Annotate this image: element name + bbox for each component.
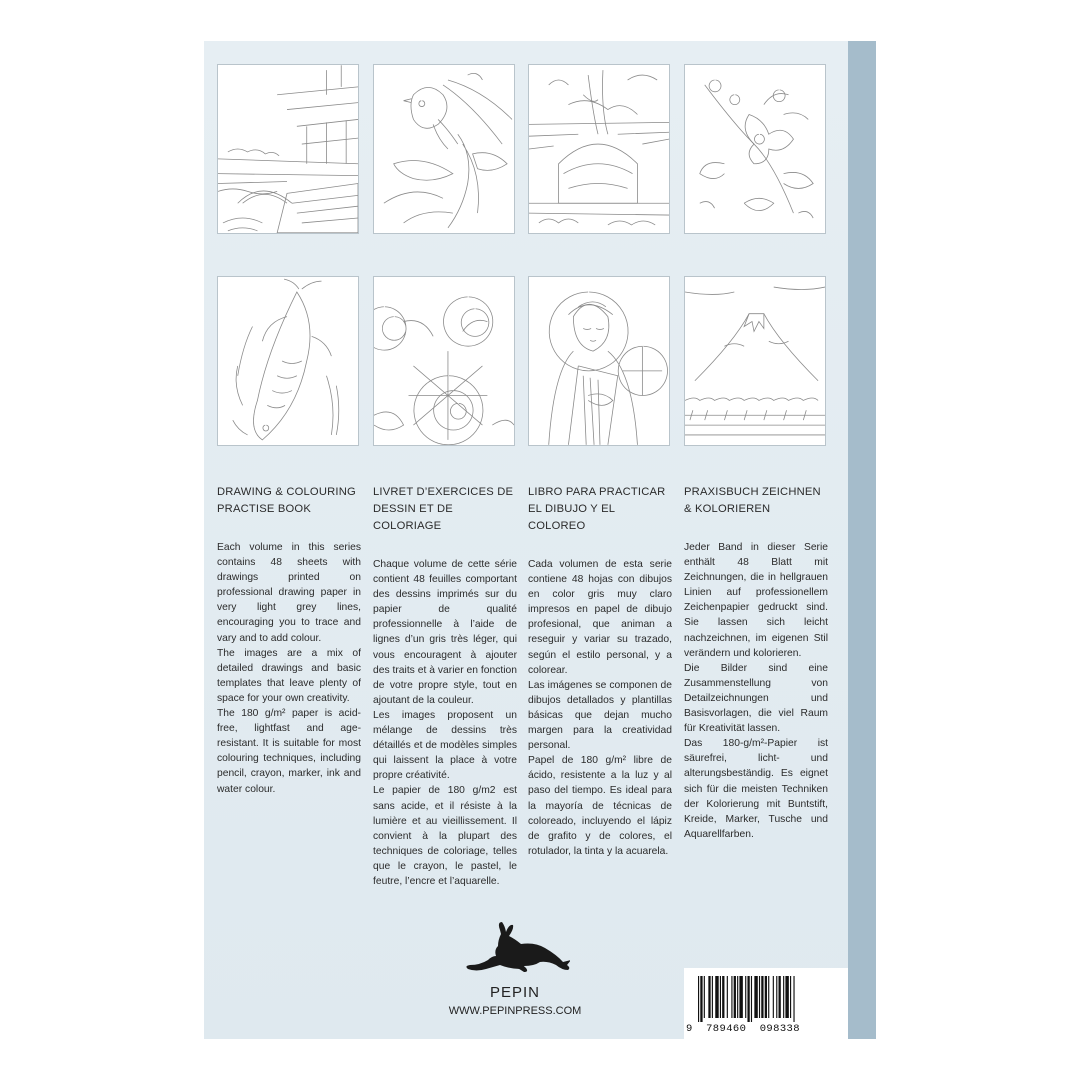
barcode-bar <box>783 976 784 1018</box>
publisher-url: WWW.PEPINPRESS.COM <box>448 1005 582 1017</box>
chrysanthemum-thumbnail <box>373 276 515 446</box>
barcode-bar <box>776 976 777 1018</box>
koi-fish-icon <box>218 277 358 445</box>
barcode-bar <box>745 976 746 1018</box>
geisha-thumbnail <box>528 276 670 446</box>
pagoda-icon <box>218 65 358 233</box>
paragraph: Cada volumen de esta serie contiene 48 hojas con dibujos en color gris muy claro impresos en papel de dibujo profesional, que animan a reseguir y variar su trazado, según el estilo personal, y a colorear. <box>528 559 672 676</box>
isbn-number: 9 789460 098338 <box>686 1023 800 1035</box>
barcode-bar <box>768 976 769 1018</box>
chrysanthemum-icon <box>374 277 514 445</box>
bird-on-branch-icon <box>374 65 514 233</box>
heading-line-1: DRAWING & COLOURING <box>217 486 356 498</box>
barcode-bar <box>700 976 702 1022</box>
column-heading <box>217 484 361 518</box>
paragraph: Las imágenes se componen de dibujos detallados y plantillas básicas que dejan mucho margen para la creatividad personal. <box>528 679 672 752</box>
barcode-bar <box>737 976 738 1018</box>
barcode-bar <box>722 976 724 1018</box>
book-spine <box>848 41 876 1039</box>
barcode-bar <box>731 976 732 1018</box>
barcode-bar <box>698 976 699 1022</box>
heading-line-2: EL DIBUJO Y EL COLOREO <box>528 503 615 532</box>
barcode-bar <box>720 976 721 1018</box>
barcode-bar <box>747 976 749 1022</box>
paragraph: The 180 g/m² paper is acid-free, lightfast and age-resistant. It is suitable for most colouring techniques, including pencil, crayon, marker, ink and water colour. <box>217 708 361 795</box>
barcode-bar <box>785 976 788 1018</box>
barcode-bar <box>765 976 767 1018</box>
barcode-bar <box>754 976 757 1018</box>
heading-line-2: & KOLORIEREN <box>684 503 771 515</box>
barcode-bar <box>793 976 794 1022</box>
paragraph: Das 180-g/m²-Papier ist säurefrei, licht- und alterungsbeständig. Es eignet sich für die meisten Techniken der Kolorierung mit Buntstift, Kreide, Marker, Tusche und Aquarellfarben. <box>684 738 828 840</box>
barcode-bar <box>712 976 713 1018</box>
barcode-bar <box>727 976 728 1018</box>
landscape-thumbnail <box>528 64 670 234</box>
publisher-logo <box>455 922 575 981</box>
paragraph: Chaque volume de cette série contient 48 feuilles comportant des dessins imprimés sur du papier de qualité professionnelle à l’aide de lignes d’un gris très léger, qui vous encouragent à ajouter des traits et à varier en fonction de votre propre style, tout en ajoutant de la couleur. <box>373 559 517 706</box>
heading-line-2: PRACTISE BOOK <box>217 503 311 515</box>
german-column <box>684 484 828 842</box>
paragraph: The images are a mix of detailed drawings and basic templates that leave plenty of space for your own creativity. <box>217 647 361 704</box>
paragraph: Le papier de 180 g/m2 est sans acide, et il résiste à la lumière et au vieillissement. Il convient à la plupart des techniques de coloriage, telles que le crayon, le pastel, le feutre, l’encre et l’aquarelle. <box>373 785 517 887</box>
barcode-bars <box>698 976 834 1022</box>
paragraph: Papel de 180 g/m² libre de ácido, resistente a la luz y al paso del tiempo. Es ideal para la mayoría de técnicas de coloreado, incluyendo el lápiz de grafito y de colores, el rotulador, la tinta y la acuarela. <box>528 755 672 857</box>
pagoda-thumbnail <box>217 64 359 234</box>
blossom-thumbnail <box>684 64 826 234</box>
barcode-bar <box>790 976 791 1018</box>
heading-line-1: LIBRO PARA PRACTICAR <box>528 486 666 498</box>
barcode-bar <box>715 976 718 1018</box>
running-hare-icon <box>460 922 570 976</box>
heading-line-1: PRAXISBUCH ZEICHNEN <box>684 486 821 498</box>
mount-fuji-icon <box>685 277 825 445</box>
barcode-bar <box>779 976 781 1018</box>
column-heading <box>528 484 672 535</box>
barcode-bar <box>759 976 760 1018</box>
blossom-icon <box>685 65 825 233</box>
barcode-bar <box>734 976 736 1018</box>
barcode-bar <box>751 976 752 1022</box>
fuji-thumbnail <box>684 276 826 446</box>
barcode-bar <box>773 976 774 1018</box>
paragraph: Die Bilder sind eine Zusammenstellung von Detailzeichnungen und Basisvorlagen, die viel Raum für Kreativität lassen. <box>684 662 828 735</box>
english-column <box>217 484 361 797</box>
koi-thumbnail <box>217 276 359 446</box>
publisher-name: PEPIN <box>489 984 540 1001</box>
barcode-bar <box>704 976 705 1018</box>
tree-landscape-icon <box>529 65 669 233</box>
barcode-bar <box>761 976 763 1018</box>
isbn-barcode <box>684 968 848 1039</box>
barcode-bar <box>708 976 710 1018</box>
column-heading <box>373 484 517 535</box>
paragraph: Each volume in this series contains 48 sheets with drawings printed on professional drawing paper in very light grey lines, encouraging you to trace and vary and to add colour. <box>217 542 361 644</box>
spanish-column <box>528 484 672 859</box>
column-heading <box>684 484 828 518</box>
bird-thumbnail <box>373 64 515 234</box>
heading-line-1: LIVRET D’EXERCICES DE <box>373 486 514 498</box>
geisha-icon <box>529 277 669 445</box>
french-column <box>373 484 517 889</box>
paragraph: Jeder Band in dieser Serie enthält 48 Blatt mit Zeichnungen, die in hellgrauen Linien auf professionellem Zeichenpapier gedruckt sind. Sie lassen sich leicht nachzeichnen, im eigenen Stil verändern und kolorieren. <box>684 542 828 659</box>
barcode-bar <box>739 976 742 1018</box>
paragraph: Les images proposent un mélange de dessins très détaillés et de modèles simples qui laissent la place à votre propre créativité. <box>373 709 517 782</box>
heading-line-2: DESSIN ET DE COLORIAGE <box>373 503 453 532</box>
